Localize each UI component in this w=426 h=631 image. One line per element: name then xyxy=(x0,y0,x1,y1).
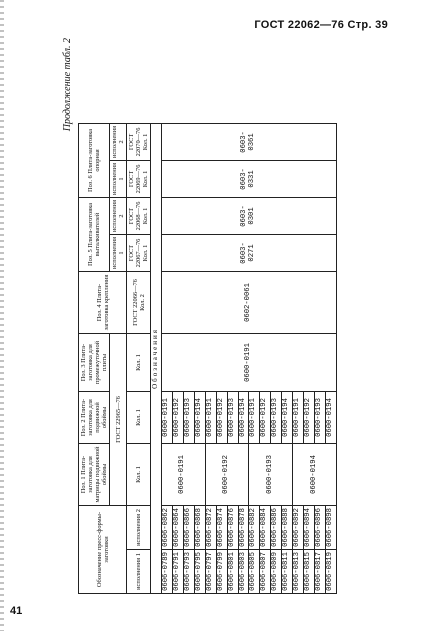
pos5-exec2-header: исполнения 2 xyxy=(110,197,127,234)
pos4-value: 0602-0061 xyxy=(162,272,337,334)
exec1-designation: 0606-0803 xyxy=(238,550,249,594)
exec2-designation: 0606-0896 xyxy=(315,506,326,550)
pos2-value: 0600-0193 xyxy=(271,392,282,444)
pos2-value: 0600-0193 xyxy=(227,392,238,444)
exec2-header: исполнения 2 xyxy=(127,506,151,550)
pos4-gost: ГОСТ 22066—76 Кол. 2 xyxy=(127,272,151,334)
pos6-exec1-value: 0603-0331 xyxy=(162,160,337,197)
gost-22965: ГОСТ 22965—76 xyxy=(110,334,127,506)
exec1-designation: 0606-0807 xyxy=(260,550,271,594)
pos2-value: 0600-0191 xyxy=(162,392,173,444)
exec2-designation: 0606-0888 xyxy=(282,506,293,550)
pos2-value: 0600-0192 xyxy=(304,392,315,444)
pos2-value: 0600-0191 xyxy=(205,392,216,444)
exec2-designation: 0606-0878 xyxy=(238,506,249,550)
pos2-value: 0600-0191 xyxy=(249,392,260,444)
col-header-designation: Обозначение пресс-формы-заготовки xyxy=(79,506,127,594)
pos2-value: 0600-0192 xyxy=(173,392,184,444)
exec1-designation: 0606-0793 xyxy=(183,550,194,594)
exec1-designation: 0606-0801 xyxy=(227,550,238,594)
exec2-designation: 0606-0886 xyxy=(271,506,282,550)
exec2-designation: 0606-0876 xyxy=(227,506,238,550)
page-header: ГОСТ 22062—76 Стр. 39 xyxy=(254,19,388,31)
exec1-designation: 0606-0815 xyxy=(304,550,315,594)
exec2-designation: 0606-0868 xyxy=(194,506,205,550)
pos1-group-value: 0600-0194 xyxy=(293,444,337,506)
designations-row: Обозначения xyxy=(151,123,162,593)
col-header-pos4: Поз. 4 Плита-заготовка крепления xyxy=(79,272,127,334)
exec1-header: исполнения 1 xyxy=(127,550,151,594)
exec1-designation: 0606-0789 xyxy=(162,550,173,594)
pos3-value: 0600-0191 xyxy=(162,334,337,392)
exec1-designation: 0606-0791 xyxy=(173,550,184,594)
pos1-group-value: 0600-0193 xyxy=(249,444,293,506)
col-header-pos1: Поз. 1 Плита-заготовка для матрицы подвижной обоймы xyxy=(79,444,110,506)
pos5-exec2-gost: ГОСТ 22068—76 Кол. 1 xyxy=(127,197,151,234)
exec2-designation: 0606-0892 xyxy=(293,506,304,550)
exec2-designation: 0606-0872 xyxy=(205,506,216,550)
exec1-designation: 0606-0799 xyxy=(216,550,227,594)
exec1-designation: 0606-0797 xyxy=(205,550,216,594)
col-header-pos6: Поз. 6 Плита-заготовка опорная xyxy=(79,123,110,197)
scan-edge-marks xyxy=(0,0,4,631)
exec2-designation: 0606-0862 xyxy=(162,506,173,550)
pos2-value: 0600-0191 xyxy=(293,392,304,444)
exec2-designation: 0606-0894 xyxy=(304,506,315,550)
exec2-designation: 0606-0884 xyxy=(260,506,271,550)
pos2-value: 0600-0193 xyxy=(183,392,194,444)
specification-table xyxy=(78,123,337,594)
table-caption: Продолжение табл. 2 xyxy=(62,38,73,132)
pos6-exec2-value: 0603-0361 xyxy=(162,123,337,160)
exec2-designation: 0606-0882 xyxy=(249,506,260,550)
pos2-value: 0600-0194 xyxy=(194,392,205,444)
rotated-table-area xyxy=(62,38,397,594)
exec2-designation: 0606-0898 xyxy=(325,506,336,550)
pos2-value: 0600-0192 xyxy=(260,392,271,444)
exec2-designation: 0606-0864 xyxy=(173,506,184,550)
pos5-exec2-value: 0603-0301 xyxy=(162,197,337,234)
col-header-pos5: Поз. 5 Плита-заготовка выталкивателей xyxy=(79,197,110,271)
pos5-exec1-gost: ГОСТ 22067—76 Кол. 1 xyxy=(127,234,151,271)
pos5-exec1-header: исполнения 1 xyxy=(110,234,127,271)
col-header-pos2: Поз. 2 Плита-заготовка для подвижной обоймы xyxy=(79,392,110,444)
pos2-value: 0600-0194 xyxy=(282,392,293,444)
pos2-value: 0600-0192 xyxy=(216,392,227,444)
page-number: 41 xyxy=(10,605,23,617)
exec1-designation: 0606-0809 xyxy=(271,550,282,594)
exec1-designation: 0606-0819 xyxy=(325,550,336,594)
pos3-qty: Кол. 1 xyxy=(127,334,151,392)
pos6-exec2-header: исполнения 2 xyxy=(110,123,127,160)
pos6-exec1-header: исполнения 1 xyxy=(110,160,127,197)
pos2-qty: Кол. 1 xyxy=(127,392,151,444)
col-header-pos3: Поз. 3 Плита-заготовка для промежуточной плиты xyxy=(79,334,110,392)
exec2-designation: 0606-0874 xyxy=(216,506,227,550)
pos2-value: 0600-0193 xyxy=(315,392,326,444)
pos5-exec1-value: 0603-0271 xyxy=(162,234,337,271)
pos1-group-value: 0600-0191 xyxy=(162,444,206,506)
exec1-designation: 0606-0813 xyxy=(293,550,304,594)
exec1-designation: 0606-0795 xyxy=(194,550,205,594)
pos1-group-value: 0600-0192 xyxy=(205,444,249,506)
table-row xyxy=(162,123,173,593)
exec1-designation: 0606-0817 xyxy=(315,550,326,594)
exec1-designation: 0606-0805 xyxy=(249,550,260,594)
pos2-value: 0600-0194 xyxy=(238,392,249,444)
exec1-designation: 0606-0811 xyxy=(282,550,293,594)
pos6-exec2-gost: ГОСТ 22070—76 Кол. 1 xyxy=(127,123,151,160)
pos1-qty: Кол. 1 xyxy=(127,444,151,506)
exec2-designation: 0606-0866 xyxy=(183,506,194,550)
pos2-value: 0600-0194 xyxy=(325,392,336,444)
pos6-exec1-gost: ГОСТ 22069—76 Кол. 1 xyxy=(127,160,151,197)
